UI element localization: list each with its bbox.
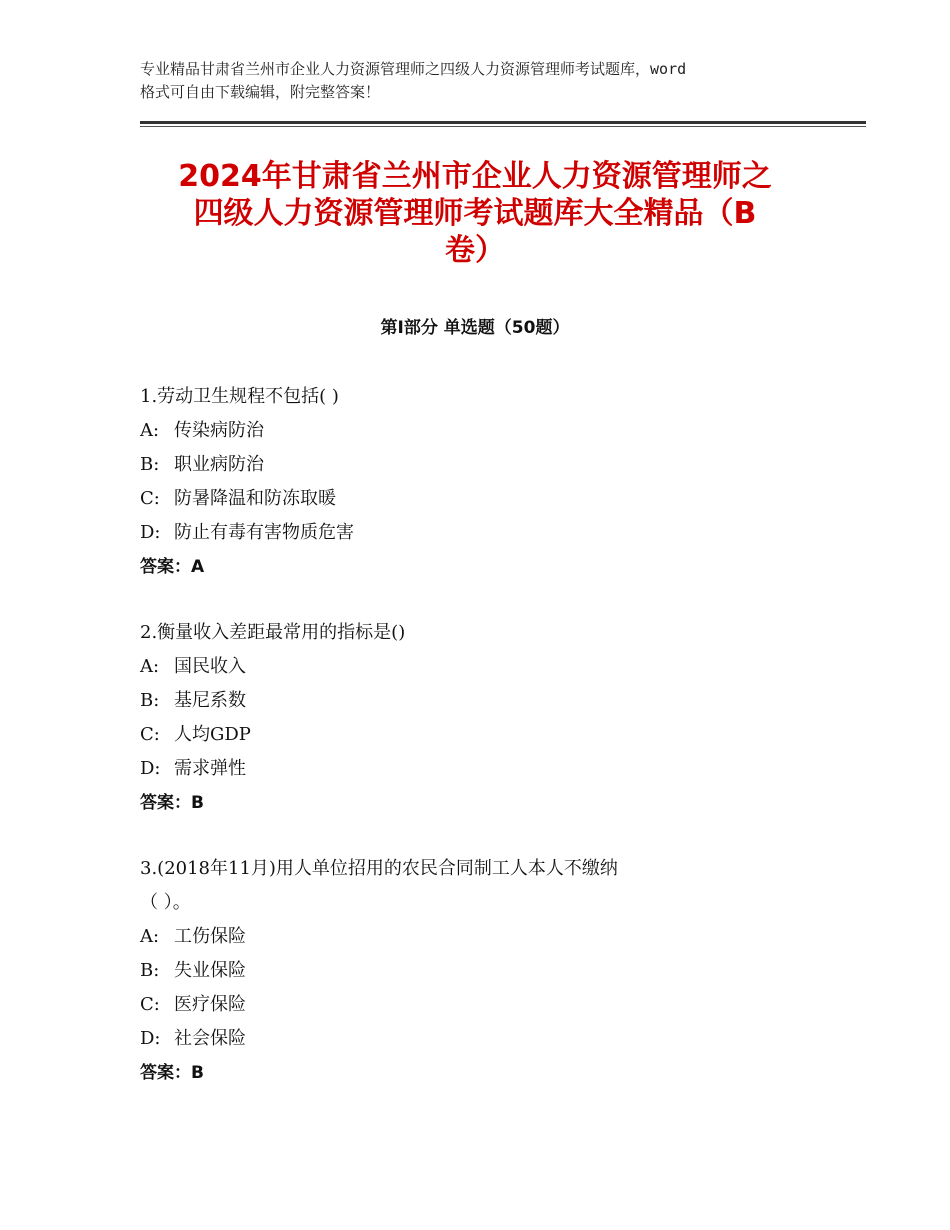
option-text: 基尼系数 [174,690,246,711]
option-c [140,718,740,752]
answer-label: 答案： [140,1063,191,1083]
option-text: 需求弹性 [174,758,246,779]
document-title-line-3: 卷） [445,233,505,268]
document-title [120,158,830,269]
answer-line [140,786,740,820]
option-letter: C: [140,724,160,745]
option-letter: C: [140,488,160,509]
option-letter: D: [140,758,161,779]
option-text: 传染病防治 [174,420,264,441]
header-rule-thin [140,126,866,127]
question-3 [140,852,740,1090]
option-a [140,650,740,684]
option-d [140,1022,740,1056]
option-letter: B: [140,454,160,475]
question-stem [140,616,740,650]
option-text: 职业病防治 [174,454,264,475]
option-text: 工伤保险 [174,926,246,947]
document-title-line-2: 四级人力资源管理师考试题库大全精品（B [193,196,757,231]
header-rule-thick [140,121,866,124]
option-d [140,516,740,550]
option-a [140,920,740,954]
option-text: 防止有毒有害物质危害 [174,522,354,543]
answer-label: 答案： [140,557,191,577]
question-stem-line: 2.衡量收入差距最常用的指标是() [140,622,406,643]
answer-line [140,550,740,584]
option-text: 人均GDP [174,724,251,745]
option-letter: A: [140,656,160,677]
question-list [140,380,740,1122]
option-b [140,684,740,718]
part-title: 第Ⅰ部分 单选题（50题） [380,318,570,338]
option-c [140,482,740,516]
option-b [140,448,740,482]
option-letter: A: [140,420,160,441]
option-letter: D: [140,1028,161,1049]
question-stem [140,380,740,414]
header-note-line-1: 专业精品甘肃省兰州市企业人力资源管理师之四级人力资源管理师考试题库，word [140,60,687,78]
header-note-line-2: 格式可自由下载编辑，附完整答案！ [140,83,381,101]
question-stem-line: （ ）。 [140,892,191,913]
answer-label: 答案： [140,793,191,813]
option-text: 防暑降温和防冻取暖 [174,488,336,509]
answer-value: B [191,1063,204,1083]
option-letter: A: [140,926,160,947]
option-a [140,414,740,448]
option-text: 医疗保险 [174,994,246,1015]
option-letter: D: [140,522,161,543]
option-letter: B: [140,690,160,711]
option-c [140,988,740,1022]
answer-value: B [191,793,204,813]
answer-value: A [191,557,205,577]
option-text: 国民收入 [174,656,246,677]
question-stem [140,852,740,920]
question-stem-line: 3.(2018年11月)用人单位招用的农民合同制工人本人不缴纳 [140,858,618,879]
answer-line [140,1056,740,1090]
option-text: 社会保险 [174,1028,246,1049]
question-stem-line: 1.劳动卫生规程不包括( ) [140,386,339,407]
header-note [140,58,830,104]
question-2 [140,616,740,820]
option-text: 失业保险 [174,960,246,981]
option-b [140,954,740,988]
option-letter: B: [140,960,160,981]
document-title-line-1: 2024年甘肃省兰州市企业人力资源管理师之 [178,159,772,194]
option-letter: C: [140,994,160,1015]
question-1 [140,380,740,584]
option-d [140,752,740,786]
